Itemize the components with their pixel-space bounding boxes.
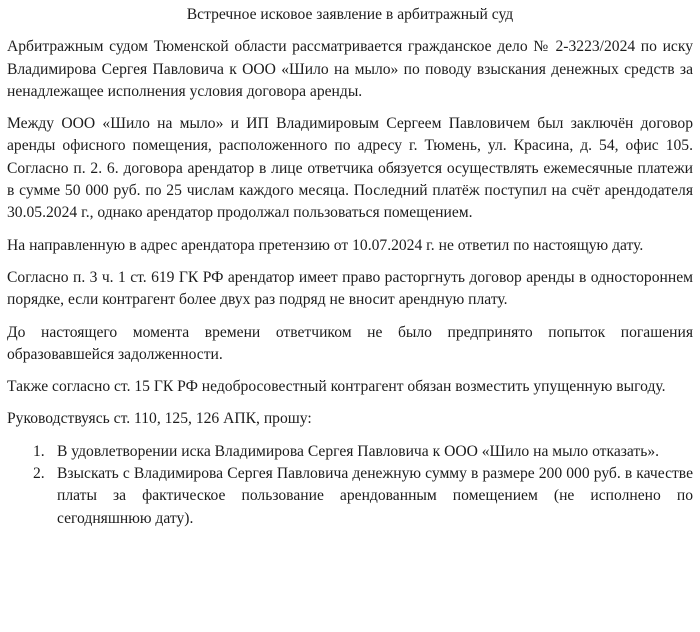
paragraph-contract-details: Между ООО «Шило на мыло» и ИП Владимировым Сергеем Павловичем был заключён договор аренды офисного помещения, расположенного по адресу г. Тюмень, ул. Красина, д. 54, офис 105. Согласно п. 2. 6. договора арендатор в лице ответчика обязуется осуществлять ежемесячные платежи в сумме 50 000 руб. по 25 числам каждого месяца. Последний платёж поступил на счёт арендодателя 30.05.2024 г., однако арендатор продолжал пользоваться помещением. xyxy=(7,115,693,222)
petition-item-2 xyxy=(7,463,693,530)
paragraph-debt-status: До настоящего момента времени ответчиком не было предпринято попыток погашения образовавшейся задолженности. xyxy=(7,323,693,363)
petition-item-1-number: 1. xyxy=(33,442,45,460)
petition-item-2-text: Взыскать с Владимирова Сергея Павловича денежную сумму в размере 200 000 руб. в качестве платы за фактическое пользование арендованным помещением (не исполнено по сегодняшнюю дату). xyxy=(57,465,693,527)
paragraph-law-gk-15: Также согласно ст. 15 ГК РФ недобросовестный контрагент обязан возместить упущенную выгоду. xyxy=(7,378,666,396)
document-title: Встречное исковое заявление в арбитражный суд xyxy=(186,6,514,23)
petition-item-1 xyxy=(7,441,693,463)
petition-item-1-text: В удовлетворении иска Владимирова Сергея Павловича к ООО «Шило на мыло отказать». xyxy=(57,442,660,460)
paragraph-law-gk-619: Согласно п. 3 ч. 1 ст. 619 ГК РФ арендатор имеет право расторгнуть договор аренды в одностороннем порядке, если контрагент более двух раз подряд не вносит арендную плату. xyxy=(7,268,693,309)
petition-item-2-number: 2. xyxy=(33,465,45,483)
paragraph-case-intro: Арбитражным судом Тюменской области рассматривается гражданское дело № 2-3223/2024 по иску Владимирова Сергея Павловича к ООО «Шило на мыло» по поводу взыскания денежных средств за ненадлежащее исполнения условия договора аренды. xyxy=(7,38,693,100)
paragraph-claim-notice: На направленную в адрес арендатора претензию от 10.07.2024 г. не ответил по настоящую дату. xyxy=(7,236,644,254)
petition-list xyxy=(7,441,693,530)
paragraph-petition-intro: Руководствуясь ст. 110, 125, 126 АПК, прошу: xyxy=(7,410,312,428)
